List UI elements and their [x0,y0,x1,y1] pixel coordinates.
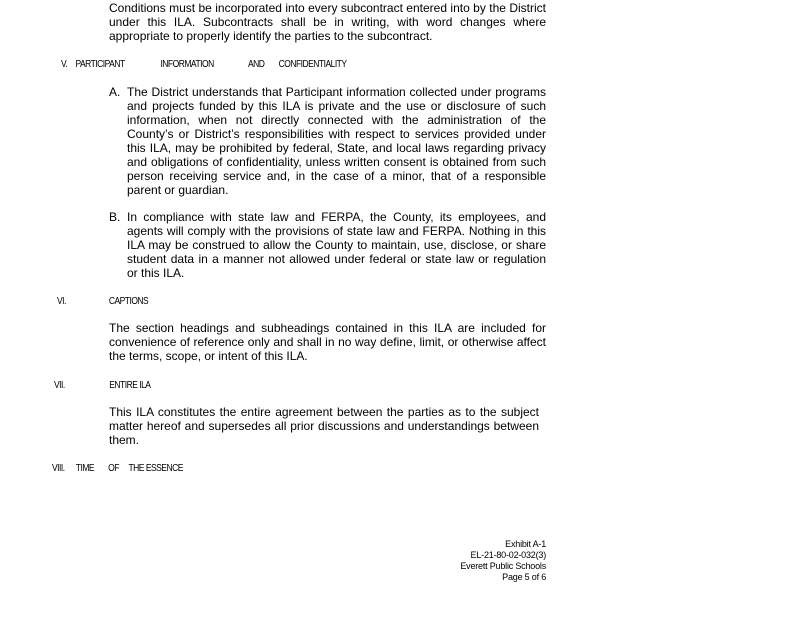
section-v-item-a [109,85,546,197]
section-title-part: PARTICIPANT [75,59,125,70]
section-vii-heading [54,380,156,392]
section-title-part: OF [108,463,119,474]
section-viii-heading [52,463,188,475]
section-number: V. [61,59,68,70]
section-vi-heading [57,296,159,308]
section-vi-text: The section headings and subheadings contained in this ILA are included for convenience of reference only and shall in no way define, limit, or otherwise affect the terms, scope, or intent of this ILA. [109,321,546,363]
section-title-part: INFORMATION [160,59,214,70]
section-number: VIII. [52,463,65,474]
section-title-part: CONFIDENTIALITY [278,59,347,70]
section-title: ENTIRE ILA [109,380,151,391]
section-vii-text: This ILA constitutes the entire agreement between the parties as to the subject matter hereof and supersedes all prior discussions and understandings between them. [109,405,539,447]
section-v-item-b [109,210,546,280]
item-text: In compliance with state law and FERPA, the County, its employees, and agents will comply with the provisions of state law and FERPA. Nothing in this ILA may be construed to allow the County to maintain, use, disclose, or share student data in a manner not allowed under federal or state law or regulation or this ILA. [127,210,546,280]
footer-exhibit: Exhibit A-1 [505,539,546,549]
section-number: VII. [54,380,65,391]
section-title-part: TIME [75,463,95,474]
section-number: VI. [57,296,66,307]
intro-paragraph: Conditions must be incorporated into every subcontract entered into by the District under this ILA. Subcontracts shall be in writing, with word changes where appropriate to properly identify the parties to the subcontract. [109,1,546,43]
footer-page-number: Page 5 of 6 [502,572,546,582]
page-footer [460,539,546,583]
section-title: CAPTIONS [108,296,149,307]
footer-contract-number: EL-21-80-02-032(3) [470,550,546,560]
footer-organization: Everett Public Schools [460,561,546,571]
section-v-heading [61,59,347,71]
section-title-part: AND [248,59,265,70]
item-marker: A. [109,85,121,99]
item-marker: B. [109,210,121,224]
item-text: The District understands that Participant information collected under programs and projects funded by this ILA is private and the use or disclosure of such information, when not directly connected with the administration of the County’s or District’s responsibilities with respect to services provided under this ILA, may be prohibited by federal, State, and local laws regarding privacy and obligations of confidentiality, unless written consent is obtained from such person receiving service and, in the case of a minor, that of a responsible parent or guardian. [127,85,546,197]
section-title-part: THE ESSENCE [128,463,183,474]
